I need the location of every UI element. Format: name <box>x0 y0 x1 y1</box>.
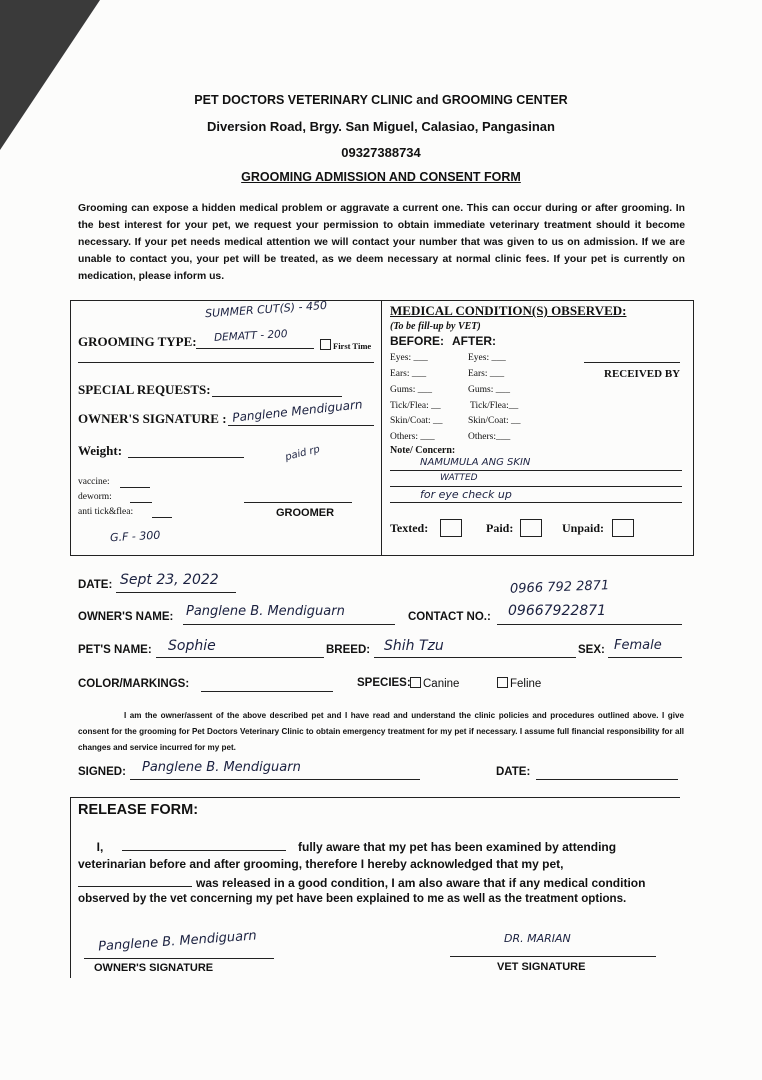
note-line-3[interactable] <box>390 502 682 503</box>
handwritten-owner-name: Panglene B. Mendiguarn <box>186 604 345 619</box>
handwritten-date: Sept 23, 2022 <box>120 572 219 588</box>
anti-tick-label: anti tick&flea: <box>78 507 134 517</box>
paid-checkbox[interactable] <box>520 519 542 537</box>
owner-name-label: OWNER'S NAME: <box>78 611 174 623</box>
paid-label: Paid: <box>486 521 514 535</box>
owner-signature-label: OWNER'S SIGNATURE : <box>78 411 227 426</box>
texted-label: Texted: <box>390 521 429 535</box>
date-label: DATE: <box>78 579 113 591</box>
before-heading: BEFORE: <box>390 334 444 348</box>
vaccine-line[interactable] <box>120 487 150 488</box>
received-by-label: RECEIVED BY <box>604 368 681 380</box>
after-heading: AFTER: <box>452 334 496 348</box>
before-eyes: Eyes: ___ <box>390 353 428 363</box>
groomer-line[interactable] <box>244 502 352 503</box>
before-skin: Skin/Coat: __ <box>390 416 443 426</box>
release-vet-signature: VET SIGNATURE <box>497 961 586 973</box>
owner-signature-line[interactable] <box>228 425 374 426</box>
feline-checkbox[interactable] <box>497 677 508 688</box>
vaccine-label: vaccine: <box>78 477 110 487</box>
first-time-checkbox[interactable] <box>320 339 331 350</box>
handwritten-vet: DR. MARIAN <box>504 932 571 945</box>
contact-label: CONTACT NO.: <box>408 611 491 623</box>
release-owner-signature: OWNER'S SIGNATURE <box>94 962 214 974</box>
release-title: RELEASE FORM: <box>78 802 199 818</box>
pet-name-label: PET'S NAME: <box>78 644 152 656</box>
grooming-type-line[interactable] <box>196 348 314 349</box>
special-requests-line[interactable] <box>212 396 342 397</box>
clinic-phone: 09327388734 <box>341 145 421 160</box>
signed-date-label: DATE: <box>496 766 531 778</box>
handwritten-type-2: DEMATT - 200 <box>213 328 288 344</box>
release-i: I, <box>96 840 104 854</box>
release-pet-blank[interactable] <box>78 875 192 887</box>
canine-label: Canine <box>423 678 460 690</box>
release-line-3 <box>78 875 678 890</box>
after-eyes: Eyes: ___ <box>468 353 506 363</box>
before-others: Others: ___ <box>390 432 435 442</box>
release-line-3-text: was released in a good condition, I am also aware that if any medical condition <box>196 876 646 890</box>
release-line-1 <box>78 839 678 854</box>
sex-label: SEX: <box>578 644 605 656</box>
release-vet-line[interactable] <box>450 956 656 957</box>
weight-label: Weight: <box>78 443 123 458</box>
first-time-label: First Time <box>333 341 372 351</box>
before-tick: Tick/Flea: __ <box>390 401 441 411</box>
special-requests-label: SPECIAL REQUESTS: <box>78 382 211 397</box>
handwritten-gf: G.F - 300 <box>109 528 161 545</box>
signed-line[interactable] <box>130 779 420 780</box>
handwritten-sex: Female <box>614 638 662 653</box>
release-owner-line[interactable] <box>84 958 274 959</box>
handwritten-note-2: WATTED <box>440 473 478 483</box>
anti-tick-line[interactable] <box>152 517 172 518</box>
date-line[interactable] <box>116 592 236 593</box>
clinic-address: Diversion Road, Brgy. San Miguel, Calasiao, Pangasinan <box>207 119 555 134</box>
consent-paragraph: I am the owner/assent of the above described pet and I have read and understand the clinic policies and procedures outlined above. I give consent for the grooming for Pet Doctors Veterinary Clinic to obtain emergency treatment for my pet if necessary. I assume full financial responsibility for all changes and service incurred for my pet. <box>78 711 684 752</box>
breed-line[interactable] <box>374 657 576 658</box>
groomer-label: GROOMER <box>276 507 335 519</box>
after-ears: Ears: ___ <box>468 369 505 379</box>
signed-date-line[interactable] <box>536 779 678 780</box>
handwritten-contact: 09667922871 <box>508 603 606 619</box>
deworm-label: deworm: <box>78 492 112 502</box>
handwritten-release-owner: Panglene B. Mendiguarn <box>97 928 258 955</box>
clinic-name: PET DOCTORS VETERINARY CLINIC and GROOMING CENTER <box>194 93 568 107</box>
note-label: Note/ Concern: <box>390 445 456 456</box>
before-gums: Gums: ___ <box>390 385 432 395</box>
signed-label: SIGNED: <box>78 766 126 778</box>
deworm-line[interactable] <box>130 502 152 503</box>
handwritten-note-3: for eye check up <box>420 488 512 501</box>
medical-title: MEDICAL CONDITION(S) OBSERVED: <box>390 303 627 318</box>
weight-line[interactable] <box>128 457 244 458</box>
pet-name-line[interactable] <box>156 657 324 658</box>
after-others: Others:___ <box>468 432 511 442</box>
feline-option[interactable] <box>497 677 541 690</box>
unpaid-label: Unpaid: <box>562 521 605 535</box>
canine-option[interactable] <box>410 677 459 690</box>
handwritten-pet-name: Sophie <box>168 638 216 654</box>
grooming-extra-line <box>78 362 374 363</box>
texted-checkbox[interactable] <box>440 519 462 537</box>
intro-paragraph: Grooming can expose a hidden medical problem or aggravate a current one. This can occur during or after grooming. In the best interest for your pet, we request your permission to obtain immediate veterinary treatment should it become necessary. If your pet needs medical attention we will contact your number that was given to us on admission. If we are unable to contact you, your pet will be treated, as we deem necessary at normal clinic fees. If your pet is currently on medication, please inform us. <box>78 203 685 282</box>
owner-name-line[interactable] <box>183 624 395 625</box>
handwritten-owner-signature: Panglene Mendiguarn <box>231 397 364 425</box>
breed-label: BREED: <box>326 644 371 656</box>
sex-line[interactable] <box>608 657 682 658</box>
note-line-2[interactable] <box>390 486 682 487</box>
release-line-4: observed by the vet concerning my pet have been explained to me as well as the treatment options. <box>78 892 627 905</box>
after-gums: Gums: ___ <box>468 385 510 395</box>
release-line-2: veterinarian before and after grooming, therefore I hereby acknowledged that my pet, <box>78 857 564 871</box>
color-label: COLOR/MARKINGS: <box>78 678 190 690</box>
box-divider <box>381 300 382 556</box>
release-line-1-text: fully aware that my pet has been examined by attending <box>298 840 617 854</box>
note-line-1[interactable] <box>390 470 682 471</box>
received-by-line[interactable] <box>584 362 680 363</box>
after-tick: Tick/Flea:__ <box>470 401 519 411</box>
contact-line[interactable] <box>497 624 682 625</box>
handwritten-note-1: NAMUMULA ANG SKIN <box>420 457 531 468</box>
after-skin: Skin/Coat: __ <box>468 416 521 426</box>
color-line[interactable] <box>201 691 333 692</box>
handwritten-type-1: SUMMER CUT(S) - 450 <box>204 298 328 321</box>
canine-checkbox[interactable] <box>410 677 421 688</box>
handwritten-paid: paid rp <box>284 443 322 464</box>
medical-subtitle: (To be fill-up by VET) <box>390 321 481 332</box>
handwritten-signed: Panglene B. Mendiguarn <box>142 760 301 775</box>
unpaid-checkbox[interactable] <box>612 519 634 537</box>
form-title: GROOMING ADMISSION AND CONSENT FORM <box>241 170 521 184</box>
grooming-type-label: GROOMING TYPE: <box>78 334 197 349</box>
handwritten-breed: Shih Tzu <box>384 638 444 654</box>
species-label: SPECIES: <box>357 677 411 689</box>
first-time-option[interactable] <box>320 339 371 351</box>
before-ears: Ears: ___ <box>390 369 427 379</box>
feline-label: Feline <box>510 678 542 690</box>
handwritten-contact-extra: 0966 792 2871 <box>509 578 610 597</box>
release-name-blank[interactable] <box>122 839 286 851</box>
